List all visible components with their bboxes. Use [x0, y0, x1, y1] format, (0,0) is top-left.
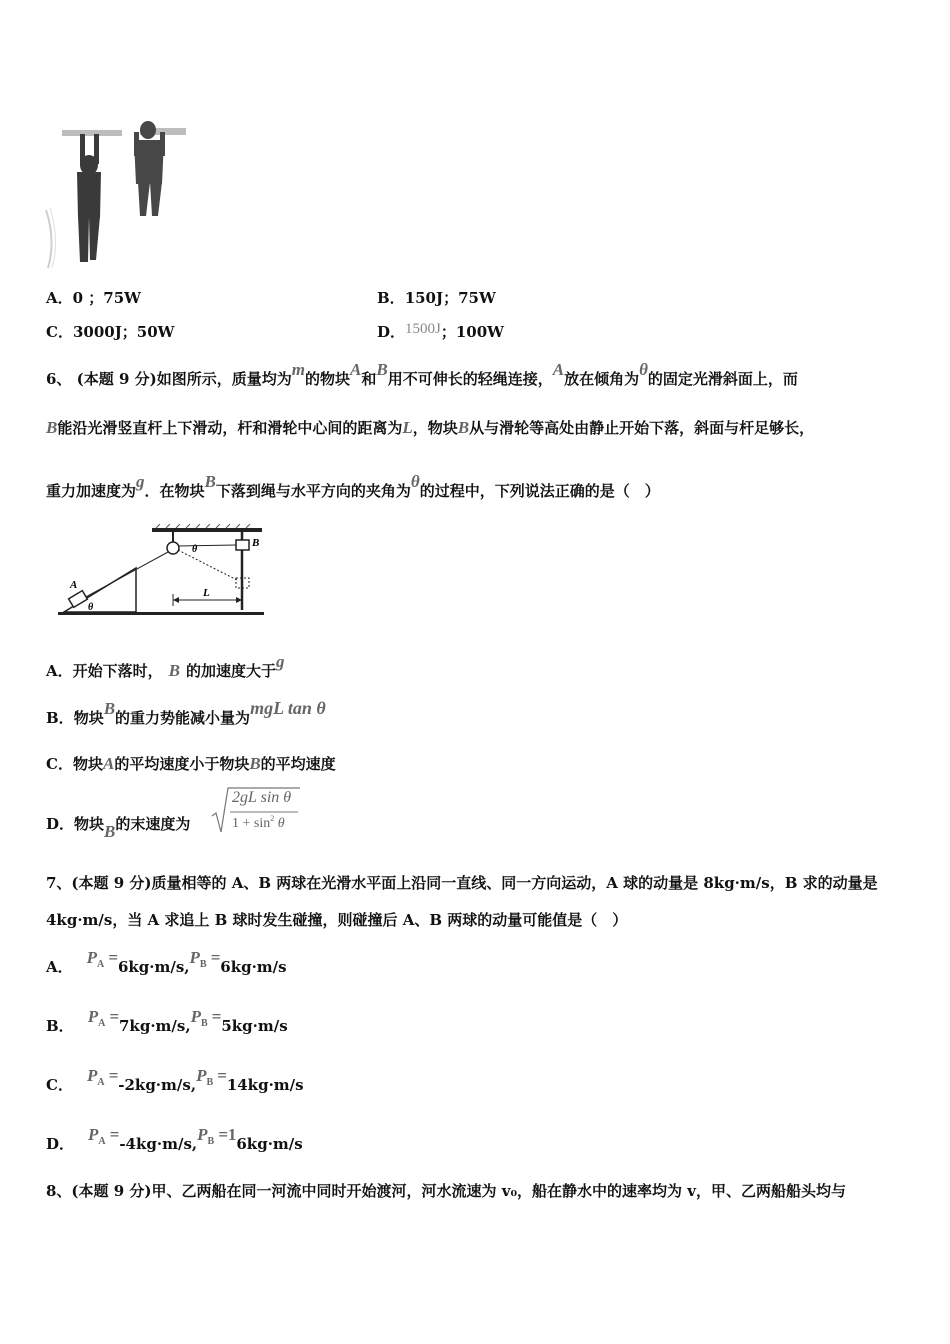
q5-option-a-label: A． [46, 289, 73, 307]
q5-option-a[interactable] [46, 287, 141, 308]
q7-od-label: D． [46, 1135, 75, 1153]
q6-l1-t1: 的物块 [304, 370, 350, 388]
q6-l1-b: B [376, 360, 388, 379]
q6-l1-t3: 用不可伸长的轻绳连接， [387, 370, 553, 388]
label-theta-pulley: θ [192, 544, 198, 555]
q6-od-numerator: 2gL sin θ [232, 789, 292, 806]
q7-oc-pa-sub: A [97, 1077, 105, 1088]
q6-oc-t1: 物块 [72, 755, 103, 773]
q7-stem-line1: 7、(本题 9 分)质量相等的 A、B 两球在光滑水平面上沿同一直线、同一方向运动，A 球的动量是 8kg·m/s，B 求的动量是 [46, 874, 878, 892]
q7-ob-pb-sub: B [200, 1018, 208, 1029]
q7-od-pa-sub: A [98, 1136, 106, 1147]
q7-ob-eq2: = [211, 1007, 222, 1026]
q5-option-b-value: 150J；75W [404, 289, 496, 307]
q6-l3-t3: 下落到绳与水平方向的夹角为 [215, 482, 411, 500]
q7-oa-pb: P [189, 948, 200, 967]
q6-od-den-exp: 2 [270, 814, 275, 823]
q6-l3-t2: ．在物块 [144, 482, 205, 500]
q7-ob-pa-sub: A [98, 1018, 106, 1029]
q6-l1-theta: θ [639, 360, 648, 379]
q7-oc-eq: = [108, 1066, 119, 1085]
q5-option-d-math: 1500J [405, 321, 441, 337]
q6-ob-t1: 物块 [73, 709, 104, 727]
label-l: L [203, 587, 210, 599]
q6-od-den-b: θ [277, 816, 285, 831]
q6-od-t2: 的末速度为 [115, 815, 191, 833]
q6-stem-line1 [46, 360, 798, 389]
q6-l1-a: A [350, 360, 362, 379]
q7-oc-pb-sub: B [206, 1077, 214, 1088]
q7-oa-va: 6kg·m/s, [117, 958, 190, 976]
q6-l1-prefix: 6、 (本题 9 分)如图所示，质量均为 [46, 370, 292, 388]
q6-od-label: D． [46, 815, 75, 833]
q6-oa-label: A． [46, 662, 73, 680]
q7-od-vb: 6kg·m/s [236, 1135, 303, 1153]
q5-option-d-rest: ；100W [440, 323, 505, 341]
q6-ob-expr: mgL tan θ [250, 698, 326, 718]
q7-od-pb: P [197, 1125, 208, 1144]
q6-figure [56, 524, 266, 620]
q7-ob-pb: P [190, 1007, 201, 1026]
label-theta-a: θ [88, 602, 94, 613]
q5-option-c-value: 3000J；50W [72, 323, 175, 341]
q6-l3-g: g [136, 472, 145, 491]
q7-ob-va: 7kg·m/s, [119, 1017, 191, 1035]
q6-oa-g: g [276, 652, 285, 671]
q6-oc-label: C． [46, 755, 73, 773]
q7-oc-pb: P [196, 1066, 207, 1085]
q6-l2-t2: ，物块 [412, 419, 458, 437]
q7-od-pa: P [88, 1125, 99, 1144]
q6-l2-b2: B [457, 418, 470, 437]
label-a: A [70, 579, 78, 591]
q6-od-b: B [104, 822, 116, 841]
q7-option-c[interactable] [46, 1066, 304, 1095]
q5-option-a-value: 0 ；75W [72, 289, 142, 307]
q7-stem-line2: 4kg·m/s，当 A 求追上 B 球时发生碰撞，则碰撞后 A、B 两球的动量可能值是（ ） [46, 911, 628, 929]
label-b: B [252, 537, 260, 549]
q6-option-b[interactable] [46, 698, 326, 728]
q5-option-b-label: B． [377, 289, 405, 307]
pulley [167, 542, 179, 554]
block-a [69, 591, 88, 608]
q6-od-sqrt-expression [210, 786, 302, 836]
q7-oa-label: A． [46, 958, 73, 976]
q6-stem-line2 [46, 417, 814, 438]
q6-oc-t2: 的平均速度小于物块 [114, 755, 250, 773]
q7-oc-label: C． [46, 1076, 73, 1094]
q6-option-d[interactable] [46, 813, 191, 841]
q7-ob-pa: P [87, 1007, 99, 1026]
q6-l1-a2: A [552, 360, 565, 379]
q7-option-b[interactable] [46, 1007, 288, 1036]
q6-l2-t3: 从与滑轮等高处由静止开始下落，斜面与杆足够长， [469, 419, 815, 437]
q6-od-den-a: 1 + sin [232, 816, 271, 831]
q6-l2-l: L [402, 418, 413, 437]
q6-l3-t4: 的过程中，下列说法正确的是（ ） [419, 482, 660, 500]
q7-oc-eq2: = [217, 1066, 227, 1085]
q6-l3-t1: 重力加速度为 [46, 482, 137, 500]
q7-oa-pb-sub: B [199, 959, 207, 970]
q5-option-d-label: D． [377, 323, 406, 341]
q6-ob-b: B [103, 699, 116, 718]
ceiling [152, 528, 262, 532]
q6-ob-t2: 的重力势能减小量为 [115, 709, 251, 727]
q6-ob-label: B． [46, 709, 74, 727]
q6-l2-b: B [46, 418, 58, 437]
q6-l1-t4: 放在倾角为 [564, 370, 640, 388]
q7-oa-pa: P [86, 948, 98, 967]
q6-option-c[interactable] [46, 753, 336, 774]
q5-option-b[interactable] [377, 287, 496, 308]
q6-oc-t3: 的平均速度 [260, 755, 336, 773]
q6-l3-b: B [204, 472, 216, 491]
q7-oa-eq2: = [210, 948, 221, 967]
q6-l3-theta: θ [410, 472, 420, 491]
q6-l2-t1: 能沿光滑竖直杆上下滑动，杆和滑轮中心间的距离为 [57, 419, 403, 437]
q7-ob-vb: 5kg·m/s [221, 1017, 288, 1035]
q8-stem-line1: 8、(本题 9 分)甲、乙两船在同一河流中同时开始渡河，河水流速为 v₀，船在静水中的速率均为 v，甲、乙两船船头均与 [46, 1182, 846, 1200]
q7-oc-vb: 14kg·m/s [226, 1076, 304, 1094]
ceiling-hatch [156, 524, 250, 528]
q6-oc-a: A [102, 754, 115, 773]
q7-oa-eq: = [108, 948, 118, 967]
q6-l1-m: m [291, 360, 305, 379]
q7-oa-pa-sub: A [97, 959, 105, 970]
pullup-photo [44, 110, 194, 272]
q6-oa-t2: 的加速度大于 [186, 662, 277, 680]
q5-option-d[interactable] [377, 321, 504, 342]
q7-od-eq2: = [218, 1125, 228, 1144]
q6-oa-t1: 开始下落时， [72, 662, 163, 680]
q7-od-va: -4kg·m/s, [119, 1135, 198, 1153]
q7-option-d[interactable] [46, 1125, 303, 1154]
q5-option-c-label: C． [46, 323, 73, 341]
q7-ob-label: B． [46, 1017, 74, 1035]
q6-od-t1: 物块 [74, 815, 105, 833]
q6-option-a[interactable] [46, 652, 285, 681]
q6-l1-t2: 和 [361, 370, 377, 388]
q7-od-eq: = [109, 1125, 120, 1144]
q6-stem-line3 [46, 472, 660, 501]
q7-ob-eq: = [109, 1007, 119, 1026]
q5-option-c[interactable] [46, 321, 175, 342]
q7-option-a[interactable] [46, 948, 287, 977]
q7-oa-vb: 6kg·m/s [220, 958, 287, 976]
q6-od-denominator [232, 816, 285, 832]
q6-oc-b: B [249, 754, 261, 773]
q7-od-eq-extra: 1 [227, 1125, 237, 1144]
q7-oc-va: -2kg·m/s, [118, 1076, 197, 1094]
q6-l1-t5: 的固定光滑斜面上，而 [647, 370, 798, 388]
block-b [236, 540, 249, 550]
q6-oa-b: B [168, 661, 180, 680]
q7-oc-pa: P [86, 1066, 98, 1085]
q7-od-pb-sub: B [207, 1136, 215, 1147]
